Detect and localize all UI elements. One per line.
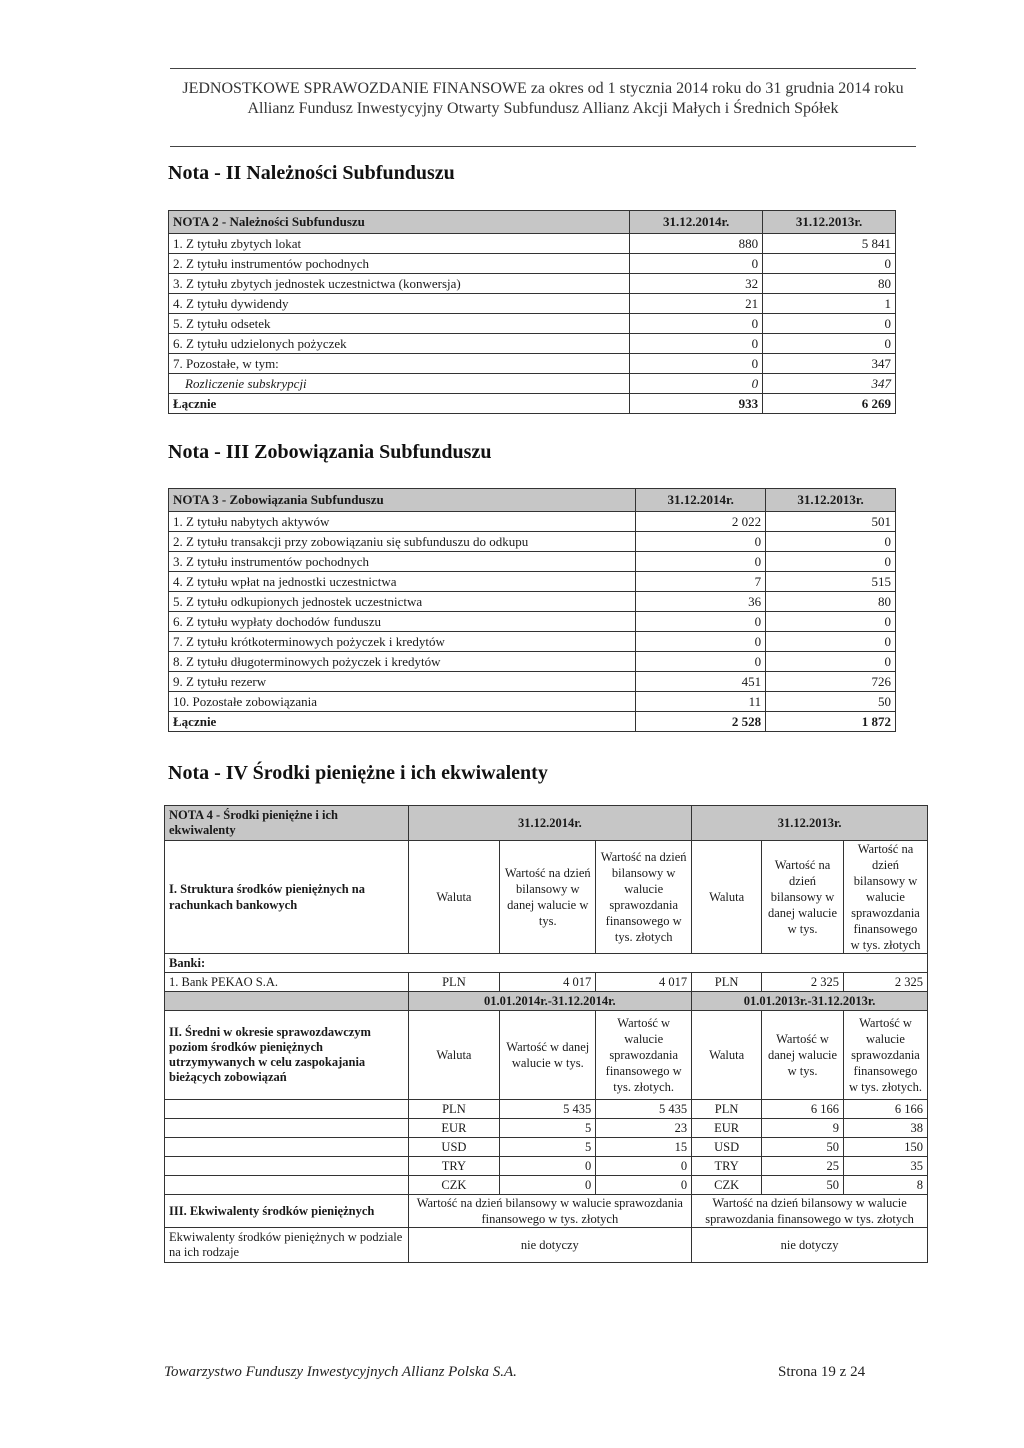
table-row bbox=[169, 532, 896, 552]
table-row bbox=[165, 1157, 928, 1176]
currency-2014: EUR bbox=[408, 1119, 500, 1138]
table-row bbox=[169, 314, 896, 334]
nota3-col-2013: 31.12.2013r. bbox=[766, 489, 896, 512]
period-row-empty bbox=[165, 992, 409, 1011]
value-currency-2013: 50 bbox=[762, 1138, 844, 1157]
value-currency-2013: 6 166 bbox=[762, 1100, 844, 1119]
total-2014: 2 528 bbox=[636, 712, 766, 732]
table-row bbox=[169, 374, 896, 394]
nota2-col-2014: 31.12.2014r. bbox=[630, 211, 763, 234]
value-pln-2013: 8 bbox=[843, 1176, 927, 1195]
value-2014: 2 022 bbox=[636, 512, 766, 532]
table-row bbox=[169, 234, 896, 254]
value-currency-header: Wartość na dzień bilansowy w danej walucie w tys. bbox=[500, 841, 596, 954]
footer-company: Towarzystwo Funduszy Inwestycyjnych Allianz Polska S.A. bbox=[164, 1364, 517, 1380]
section-3-head-2013: Wartość na dzień bilansowy w walucie sprawozdania finansowego w tys. złotych bbox=[692, 1195, 928, 1228]
value-pln-header: Wartość na dzień bilansowy w walucie sprawozdania finansowego w tys. złotych bbox=[596, 841, 692, 954]
value-2014: 0 bbox=[630, 314, 763, 334]
value-pln-2013: 6 166 bbox=[843, 1100, 927, 1119]
value-pln-2013: 35 bbox=[843, 1157, 927, 1176]
row-label: 3. Z tytułu zbytych jednostek uczestnictwa (konwersja) bbox=[169, 274, 630, 294]
period-row bbox=[165, 992, 928, 1011]
value-2013: 5 841 bbox=[763, 234, 896, 254]
value-currency-2014: 0 bbox=[500, 1157, 596, 1176]
equivalents-2014: nie dotyczy bbox=[408, 1228, 692, 1263]
total-label: Łącznie bbox=[169, 712, 636, 732]
table-row bbox=[169, 552, 896, 572]
value-currency-2013: 2 325 bbox=[762, 973, 844, 992]
value-currency-2014: 5 bbox=[500, 1119, 596, 1138]
value-2014: 7 bbox=[636, 572, 766, 592]
value-2013: 515 bbox=[766, 572, 896, 592]
total-row bbox=[169, 712, 896, 732]
table-row bbox=[169, 354, 896, 374]
row-label: 7. Z tytułu krótkoterminowych pożyczek i kredytów bbox=[169, 632, 636, 652]
total-row bbox=[169, 394, 896, 414]
value-currency-2014: 5 bbox=[500, 1138, 596, 1157]
currency-2014: PLN bbox=[408, 1100, 500, 1119]
banks-row bbox=[165, 954, 928, 973]
currency-header: Waluta bbox=[408, 841, 500, 954]
table-row bbox=[165, 1228, 928, 1263]
value-2013: 0 bbox=[763, 314, 896, 334]
table-row bbox=[169, 294, 896, 314]
value-2013: 0 bbox=[766, 652, 896, 672]
header-rule bbox=[170, 146, 916, 147]
table-row bbox=[169, 592, 896, 612]
value-2014: 0 bbox=[630, 254, 763, 274]
value-pln-header: Wartość w walucie sprawozdania finansowego w tys. złotych. bbox=[843, 1011, 927, 1100]
value-2013: 1 bbox=[763, 294, 896, 314]
top-rule bbox=[170, 68, 916, 69]
value-2013: 0 bbox=[766, 532, 896, 552]
period-2013: 31.12.2013r. bbox=[692, 806, 928, 841]
row-label: 8. Z tytułu długoterminowych pożyczek i kredytów bbox=[169, 652, 636, 672]
currency-header: Waluta bbox=[692, 1011, 762, 1100]
row-label: 4. Z tytułu dywidendy bbox=[169, 294, 630, 314]
nota3-table bbox=[168, 488, 896, 732]
value-pln-2014: 15 bbox=[596, 1138, 692, 1157]
currency-2013: TRY bbox=[692, 1157, 762, 1176]
nota2-table bbox=[168, 210, 896, 414]
section-2-label: II. Średni w okresie sprawozdawczym poziom środków pieniężnych utrzymywanych w celu zaspokajania bieżących zobowiązań bbox=[165, 1011, 409, 1100]
table-row bbox=[169, 254, 896, 274]
value-currency-2014: 5 435 bbox=[500, 1100, 596, 1119]
value-2014: 451 bbox=[636, 672, 766, 692]
nota3-col-2014: 31.12.2014r. bbox=[636, 489, 766, 512]
currency-2014: PLN bbox=[408, 973, 500, 992]
blank-cell bbox=[165, 1100, 409, 1119]
nota4-header-row bbox=[165, 806, 928, 841]
value-currency-2014: 0 bbox=[500, 1176, 596, 1195]
currency-2013: CZK bbox=[692, 1176, 762, 1195]
value-pln-2014: 0 bbox=[596, 1176, 692, 1195]
value-pln-2013: 2 325 bbox=[843, 973, 927, 992]
value-pln-header: Wartość na dzień bilansowy w walucie sprawozdania finansowego w tys. złotych bbox=[843, 841, 927, 954]
blank-cell bbox=[165, 1119, 409, 1138]
currency-2013: USD bbox=[692, 1138, 762, 1157]
section-1-label: I. Struktura środków pieniężnych na rachunkach bankowych bbox=[165, 841, 409, 954]
value-currency-2014: 4 017 bbox=[500, 973, 596, 992]
blank-cell bbox=[165, 1138, 409, 1157]
value-2013: 0 bbox=[766, 552, 896, 572]
value-2013: 347 bbox=[763, 354, 896, 374]
total-2014: 933 bbox=[630, 394, 763, 414]
row-label: 9. Z tytułu rezerw bbox=[169, 672, 636, 692]
row-label: Rozliczenie subskrypcji bbox=[169, 374, 630, 394]
row-label: 6. Z tytułu udzielonych pożyczek bbox=[169, 334, 630, 354]
section-3-label: III. Ekwiwalenty środków pieniężnych bbox=[165, 1195, 409, 1228]
table-row bbox=[169, 512, 896, 532]
table-row bbox=[169, 334, 896, 354]
currency-2014: TRY bbox=[408, 1157, 500, 1176]
row-label: 2. Z tytułu instrumentów pochodnych bbox=[169, 254, 630, 274]
row-label: 1. Z tytułu nabytych aktywów bbox=[169, 512, 636, 532]
nota4-heading: Nota - IV Środki pieniężne i ich ekwiwalenty bbox=[168, 762, 548, 784]
value-2013: 347 bbox=[763, 374, 896, 394]
row-label: 4. Z tytułu wpłat na jednostki uczestnictwa bbox=[169, 572, 636, 592]
nota3-table-title: NOTA 3 - Zobowiązania Subfunduszu bbox=[169, 489, 636, 512]
blank-cell bbox=[165, 1176, 409, 1195]
value-pln-2014: 5 435 bbox=[596, 1100, 692, 1119]
value-2014: 32 bbox=[630, 274, 763, 294]
value-2014: 0 bbox=[636, 652, 766, 672]
nota2-header-row bbox=[169, 211, 896, 234]
nota4-table bbox=[164, 805, 928, 1263]
equivalents-2013: nie dotyczy bbox=[692, 1228, 928, 1263]
total-label: Łącznie bbox=[169, 394, 630, 414]
table-row bbox=[169, 572, 896, 592]
value-currency-2013: 9 bbox=[762, 1119, 844, 1138]
blank-cell bbox=[165, 1157, 409, 1176]
value-2014: 0 bbox=[636, 532, 766, 552]
value-2014: 21 bbox=[630, 294, 763, 314]
table-row bbox=[165, 1176, 928, 1195]
table-row bbox=[169, 632, 896, 652]
value-2013: 0 bbox=[763, 254, 896, 274]
nota3-header-row bbox=[169, 489, 896, 512]
value-2014: 0 bbox=[636, 632, 766, 652]
currency-2014: USD bbox=[408, 1138, 500, 1157]
page-number: Strona 19 z 24 bbox=[778, 1364, 866, 1380]
value-2014: 0 bbox=[636, 612, 766, 632]
value-2014: 0 bbox=[630, 354, 763, 374]
section-1-header bbox=[165, 841, 928, 954]
row-label: 5. Z tytułu odkupionych jednostek uczestnictwa bbox=[169, 592, 636, 612]
row-label: 1. Z tytułu zbytych lokat bbox=[169, 234, 630, 254]
table-row bbox=[165, 1119, 928, 1138]
table-row bbox=[165, 1138, 928, 1157]
equivalents-label: Ekwiwalenty środków pieniężnych w podziale na ich rodzaje bbox=[165, 1228, 409, 1263]
value-2014: 0 bbox=[630, 374, 763, 394]
table-row bbox=[169, 672, 896, 692]
table-row bbox=[169, 652, 896, 672]
value-pln-2014: 23 bbox=[596, 1119, 692, 1138]
value-pln-2014: 4 017 bbox=[596, 973, 692, 992]
value-2013: 0 bbox=[766, 632, 896, 652]
value-2013: 50 bbox=[766, 692, 896, 712]
total-2013: 1 872 bbox=[766, 712, 896, 732]
nota4-table-title: NOTA 4 - Środki pieniężne i ich ekwiwalenty bbox=[165, 806, 409, 841]
value-2013: 0 bbox=[763, 334, 896, 354]
value-currency-2013: 25 bbox=[762, 1157, 844, 1176]
value-2013: 726 bbox=[766, 672, 896, 692]
value-pln-header: Wartość w walucie sprawozdania finansowego w tys. złotych. bbox=[596, 1011, 692, 1100]
value-2014: 36 bbox=[636, 592, 766, 612]
row-label: 6. Z tytułu wypłaty dochodów funduszu bbox=[169, 612, 636, 632]
row-label: 5. Z tytułu odsetek bbox=[169, 314, 630, 334]
bank-name: 1. Bank PEKAO S.A. bbox=[165, 973, 409, 992]
value-pln-2013: 38 bbox=[843, 1119, 927, 1138]
period-range-2013: 01.01.2013r.-31.12.2013r. bbox=[692, 992, 928, 1011]
section-3-header bbox=[165, 1195, 928, 1228]
value-2013: 0 bbox=[766, 612, 896, 632]
period-range-2014: 01.01.2014r.-31.12.2014r. bbox=[408, 992, 692, 1011]
nota3-heading: Nota - III Zobowiązania Subfunduszu bbox=[168, 441, 492, 463]
total-2013: 6 269 bbox=[763, 394, 896, 414]
table-row bbox=[165, 973, 928, 992]
currency-header: Waluta bbox=[692, 841, 762, 954]
row-label: 7. Pozostałe, w tym: bbox=[169, 354, 630, 374]
value-currency-header: Wartość na dzień bilansowy w danej walucie w tys. bbox=[762, 841, 844, 954]
row-label: 3. Z tytułu instrumentów pochodnych bbox=[169, 552, 636, 572]
value-2013: 501 bbox=[766, 512, 896, 532]
nota2-col-2013: 31.12.2013r. bbox=[763, 211, 896, 234]
value-currency-header: Wartość w danej walucie w tys. bbox=[762, 1011, 844, 1100]
table-row bbox=[169, 274, 896, 294]
value-2014: 0 bbox=[636, 552, 766, 572]
table-row bbox=[165, 1100, 928, 1119]
section-2-header bbox=[165, 1011, 928, 1100]
value-currency-2013: 50 bbox=[762, 1176, 844, 1195]
value-2014: 0 bbox=[630, 334, 763, 354]
value-2013: 80 bbox=[763, 274, 896, 294]
currency-header: Waluta bbox=[408, 1011, 500, 1100]
report-title: JEDNOSTKOWE SPRAWOZDANIE FINANSOWE za okres od 1 stycznia 2014 roku do 31 grudnia 2014 roku bbox=[182, 80, 904, 97]
row-label: 2. Z tytułu transakcji przy zobowiązaniu się subfunduszu do odkupu bbox=[169, 532, 636, 552]
currency-2013: EUR bbox=[692, 1119, 762, 1138]
row-label: 10. Pozostałe zobowiązania bbox=[169, 692, 636, 712]
banks-label: Banki: bbox=[165, 954, 928, 973]
currency-2013: PLN bbox=[692, 973, 762, 992]
nota2-heading: Nota - II Należności Subfunduszu bbox=[168, 162, 455, 184]
table-row bbox=[169, 612, 896, 632]
currency-2014: CZK bbox=[408, 1176, 500, 1195]
value-2014: 11 bbox=[636, 692, 766, 712]
fund-name: Allianz Fundusz Inwestycyjny Otwarty Subfundusz Allianz Akcji Małych i Średnich Spółek bbox=[247, 100, 839, 117]
nota2-table-title: NOTA 2 - Należności Subfunduszu bbox=[169, 211, 630, 234]
value-currency-header: Wartość w danej walucie w tys. bbox=[500, 1011, 596, 1100]
value-pln-2013: 150 bbox=[843, 1138, 927, 1157]
period-2014: 31.12.2014r. bbox=[408, 806, 692, 841]
value-2014: 880 bbox=[630, 234, 763, 254]
section-3-head-2014: Wartość na dzień bilansowy w walucie sprawozdania finansowego w tys. złotych bbox=[408, 1195, 692, 1228]
currency-2013: PLN bbox=[692, 1100, 762, 1119]
value-2013: 80 bbox=[766, 592, 896, 612]
table-row bbox=[169, 692, 896, 712]
value-pln-2014: 0 bbox=[596, 1157, 692, 1176]
